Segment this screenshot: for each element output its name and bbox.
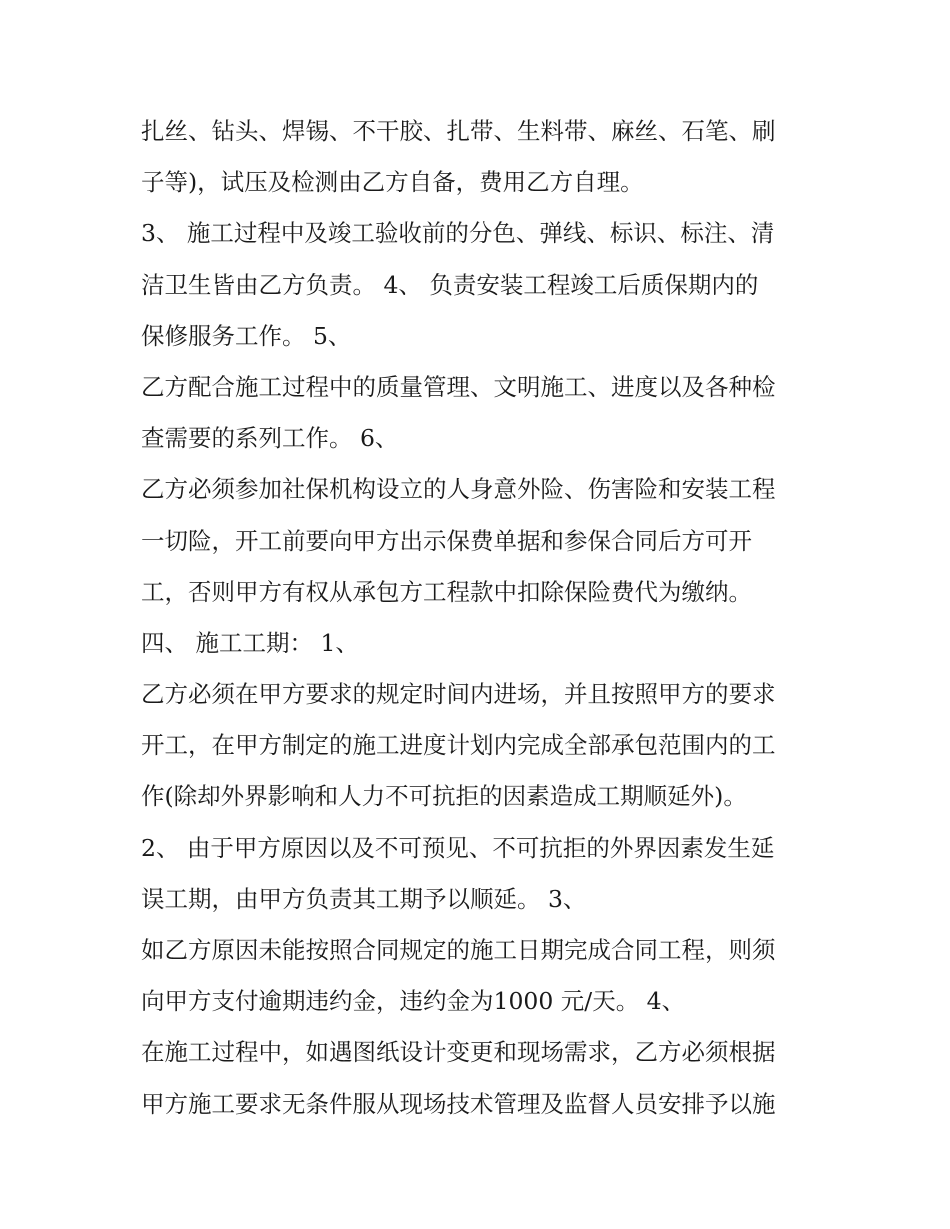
text-line-3: 3、 施工过程中及竣工验收前的分色、弹线、标识、标注、清 [141, 219, 775, 248]
text-line-12: 乙方必须在甲方要求的规定时间内进场，并且按照甲方的要求 [141, 680, 776, 709]
text-line-13: 开工，在甲方制定的施工进度计划内完成全部承包范围内的工 [141, 731, 776, 760]
text-line-1: 扎丝、钻头、焊锡、不干胶、扎带、生料带、麻丝、石笔、刷 [141, 117, 776, 145]
text-line-2: 子等)，试压及检测由乙方自备，费用乙方自理。 [141, 168, 644, 197]
text-line-8: 乙方必须参加社保机构设立的人身意外险、伤害险和安装工程 [141, 475, 776, 504]
text-line-17: 如乙方原因未能按照合同规定的施工日期完成合同工程，则须 [141, 936, 776, 964]
text-line-9: 一切险，开工前要向甲方出示保费单据和参保合同后方可开 [141, 526, 752, 555]
body-text [141, 106, 821, 1130]
text-line-16: 误工期，由甲方负责其工期予以顺延。 3、 [141, 884, 587, 913]
text-line-19: 在施工过程中，如遇图纸设计变更和现场需求，乙方必须根据 [141, 1038, 776, 1067]
text-line-20: 甲方施工要求无条件服从现场技术管理及监督人员安排予以施 [141, 1089, 776, 1118]
text-line-5: 保修服务工作。 5、 [141, 321, 352, 350]
text-line-15: 2、 由于甲方原因以及不可预见、不可抗拒的外界因素发生延 [141, 833, 775, 862]
text-line-14: 作(除却外界影响和人力不可抗拒的因素造成工期顺延外)。 [141, 782, 747, 811]
text-line-7: 查需要的系列工作。 6、 [141, 424, 399, 453]
text-line-18: 向甲方支付逾期违约金，违约金为1000 元/天。 4、 [141, 987, 686, 1016]
text-line-4: 洁卫生皆由乙方负责。 4、 负责安装工程竣工后质保期内的 [141, 270, 759, 299]
text-line-11: 四、 施工工期： 1、 [141, 628, 359, 657]
text-line-6: 乙方配合施工过程中的质量管理、文明施工、进度以及各种检 [141, 372, 776, 401]
text-line-10: 工，否则甲方有权从承包方工程款中扣除保险费代为缴纳。 [141, 577, 752, 606]
